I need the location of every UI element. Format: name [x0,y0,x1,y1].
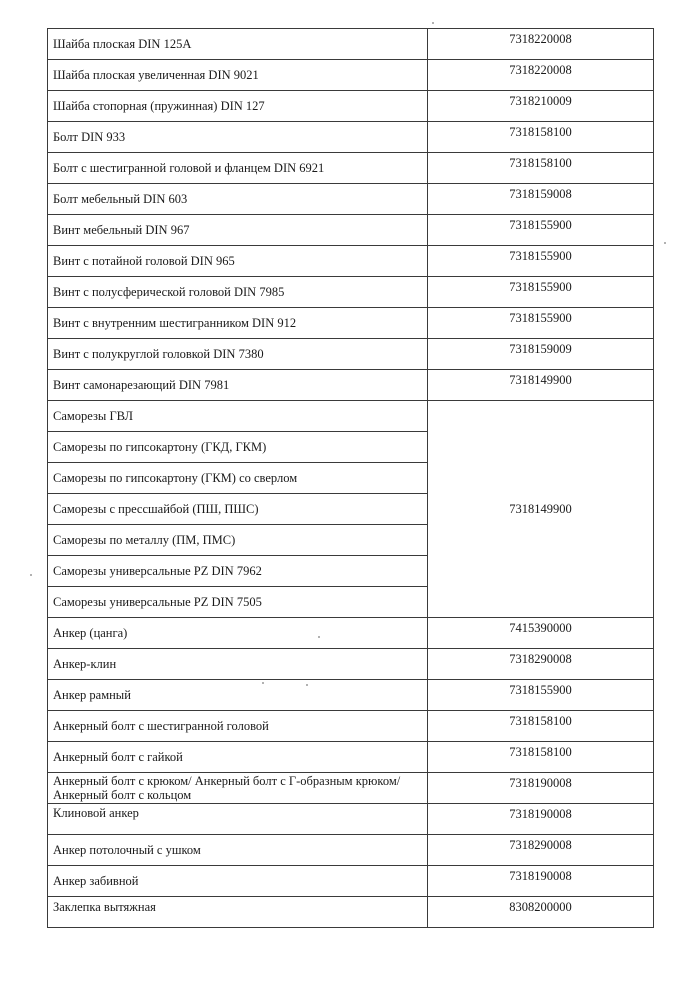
scan-speck [30,574,32,576]
product-code-cell: 7318155900 [428,308,654,339]
product-name-cell: Винт с внутренним шестигранником DIN 912 [48,308,428,339]
product-name-cell: Болт мебельный DIN 603 [48,184,428,215]
product-name-cell: Саморезы универсальные PZ DIN 7962 [48,556,428,587]
table-row [48,277,654,308]
product-name-cell: Болт с шестигранной головой и фланцем DIN 6921 [48,153,428,184]
product-code-cell: 7318159008 [428,184,654,215]
product-code-cell: 7318190008 [428,866,654,897]
product-name-cell: Винт с полукруглой головкой DIN 7380 [48,339,428,370]
product-name-cell: Шайба плоская DIN 125A [48,29,428,60]
product-name-cell: Винт с потайной головой DIN 965 [48,246,428,277]
product-code-cell: 7318158100 [428,153,654,184]
product-name-cell: Саморезы ГВЛ [48,401,428,432]
table-row [48,29,654,60]
product-code-cell: 8308200000 [428,897,654,928]
product-name-cell: Анкер-клин [48,649,428,680]
product-name-cell: Анкерный болт с шестигранной головой [48,711,428,742]
product-name-cell: Болт DIN 933 [48,122,428,153]
product-code-cell: 7318220008 [428,60,654,91]
product-name-cell: Клиновой анкер [48,804,428,835]
product-code-cell: 7318190008 [428,804,654,835]
table-row [48,246,654,277]
product-name-cell: Анкер потолочный с ушком [48,835,428,866]
product-name-cell: Винт с полусферической головой DIN 7985 [48,277,428,308]
table-row [48,215,654,246]
scan-speck [306,684,308,686]
product-code-cell: 7318155900 [428,277,654,308]
product-name-cell: Саморезы с прессшайбой (ПШ, ПШС) [48,494,428,525]
table-row [48,60,654,91]
table-row [48,866,654,897]
table-row [48,184,654,215]
table-row [48,773,654,804]
product-code-cell: 7318158100 [428,742,654,773]
merged-product-code-cell: 7318149900 [428,401,654,618]
product-code-cell: 7318290008 [428,835,654,866]
table-row [48,401,654,432]
product-name-cell: Анкерный болт с гайкой [48,742,428,773]
product-name-cell: Саморезы по гипсокартону (ГКД, ГКМ) [48,432,428,463]
product-name-cell: Саморезы универсальные PZ DIN 7505 [48,587,428,618]
table-row [48,711,654,742]
table-row [48,618,654,649]
scan-speck [432,22,434,24]
product-name-cell: Заклепка вытяжная [48,897,428,928]
table-row [48,370,654,401]
product-code-cell: 7415390000 [428,618,654,649]
table-row [48,835,654,866]
product-name-cell: Шайба плоская увеличенная DIN 9021 [48,60,428,91]
product-code-cell: 7318155900 [428,215,654,246]
table-row [48,742,654,773]
product-name-cell: Анкер рамный [48,680,428,711]
scan-speck [664,242,666,244]
product-name-cell: Анкерный болт с крюком/ Анкерный болт с Г-образным крюком/ Анкерный болт с кольцом [48,773,428,804]
product-code-cell: 7318158100 [428,122,654,153]
table-row [48,897,654,928]
table-row [48,680,654,711]
product-code-table [47,28,654,928]
product-name-cell: Анкер (цанга) [48,618,428,649]
table-row [48,339,654,370]
product-code-cell: 7318190008 [428,773,654,804]
product-code-cell: 7318149900 [428,370,654,401]
product-name-cell: Шайба стопорная (пружинная) DIN 127 [48,91,428,122]
scan-speck [262,682,264,684]
table-body [48,29,654,928]
product-name-cell: Саморезы по гипсокартону (ГКМ) со сверлом [48,463,428,494]
table-row [48,91,654,122]
product-code-cell: 7318158100 [428,711,654,742]
table-row [48,122,654,153]
product-name-cell: Анкер забивной [48,866,428,897]
table-row [48,649,654,680]
table-row [48,153,654,184]
product-name-cell: Саморезы по металлу (ПМ, ПМС) [48,525,428,556]
product-code-cell: 7318159009 [428,339,654,370]
product-code-cell: 7318210009 [428,91,654,122]
product-code-cell: 7318155900 [428,680,654,711]
table-row [48,308,654,339]
product-code-cell: 7318220008 [428,29,654,60]
scan-speck [318,636,320,638]
product-code-cell: 7318290008 [428,649,654,680]
product-name-cell: Винт самонарезающий DIN 7981 [48,370,428,401]
product-name-cell: Винт мебельный DIN 967 [48,215,428,246]
table-row [48,804,654,835]
product-code-cell: 7318155900 [428,246,654,277]
